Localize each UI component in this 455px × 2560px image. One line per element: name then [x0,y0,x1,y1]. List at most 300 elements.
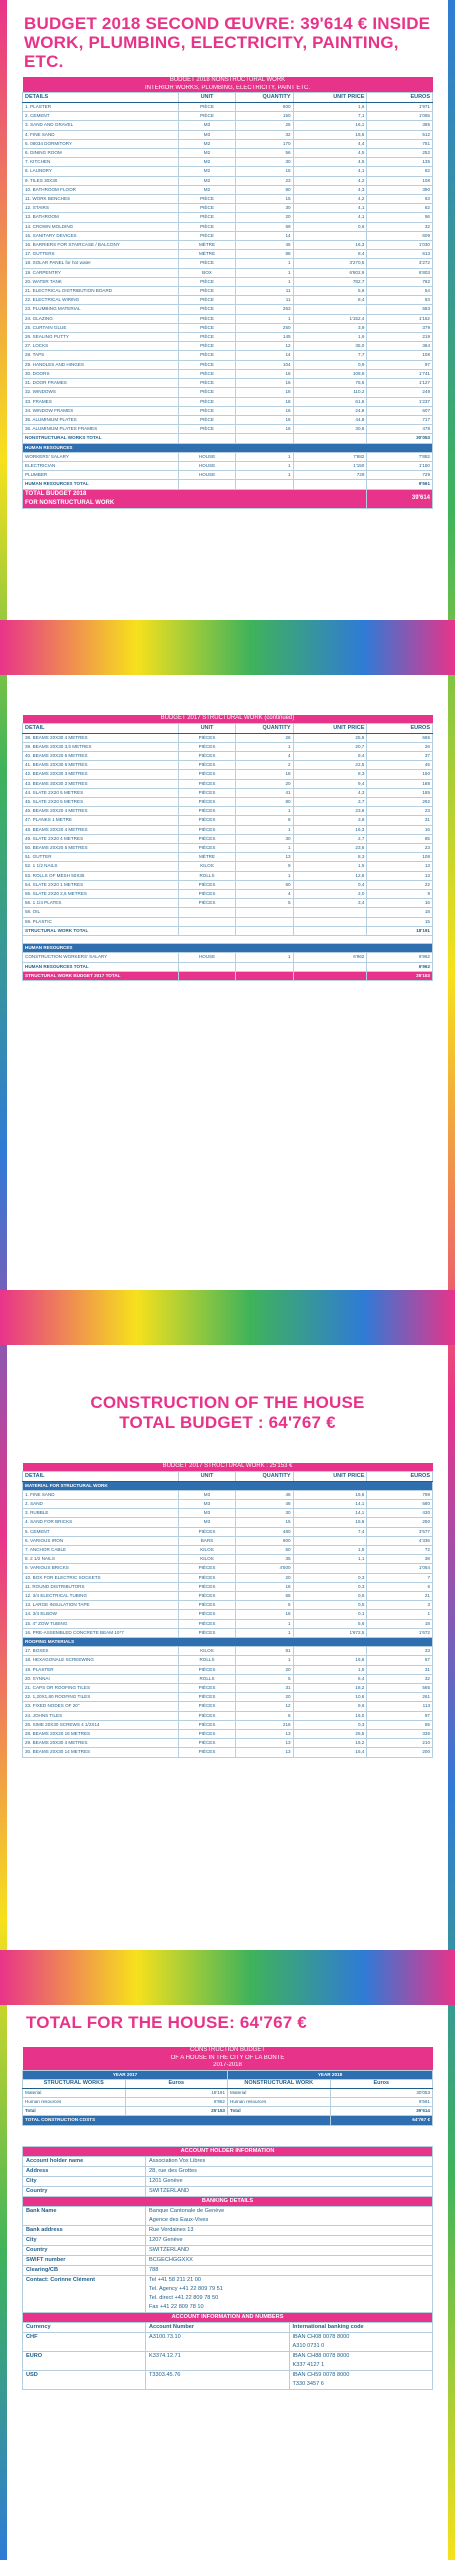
table-cell: 3'270,5 [293,259,367,268]
table-cell: 5 [236,899,293,908]
table-cell: 16,6 [293,1656,367,1665]
table-cell: 6. DINING ROOM [23,149,179,158]
table-cell: 51. GUTTER [23,853,179,862]
table-cell: PIÈCE [178,379,235,388]
column-header: EUROS [367,93,433,103]
table-cell: 17. GUTTERS [23,250,179,259]
table-cell: ELECTRICIAN [23,461,179,470]
table-cell: 565 [367,1683,433,1692]
table-cell: PIÈCE [178,333,235,342]
text-line: USD [26,2371,38,2378]
column-header: Currency [23,2322,146,2332]
text-line: SWITZERLAND [149,2246,190,2253]
table-cell: KILOS [178,1555,235,1564]
table-cell: 210 [367,1739,433,1748]
table-cell: 261 [367,1693,433,1702]
table-cell: 384 [367,342,433,351]
table-cell: 14 [236,351,293,360]
table-cell: PIÈCES [178,742,235,751]
table-cell: 8. LAUNDRY [23,167,179,176]
table-cell: 0,5 [293,1601,367,1610]
table-cell: 1'237 [367,397,433,406]
table-cell: PLUMBER [23,471,179,480]
table-cell: M3 [178,1499,235,1508]
table-header-row [23,1471,433,1481]
table-cell: PIÈCE [178,360,235,369]
table-cell [178,908,235,917]
table-cell: 49. SLATE 2X20 4 METRES [23,834,179,843]
table-row [23,360,433,369]
table-cell: 751 [367,139,433,148]
table-cell: 108,8 [293,369,367,378]
table-cell: 1 [236,843,293,852]
table-cell: 16,6 [293,130,367,139]
table-cell: PIÈCE [178,213,235,222]
table-cell: 7,4 [293,1527,367,1536]
table-cell: PIÈCE [178,425,235,434]
table-cell: 97 [367,360,433,369]
table-cell: 729 [293,471,367,480]
table-row [23,388,433,397]
table-cell: 26. SEALING PUTTY [23,333,179,342]
table-row [23,853,433,862]
table-cell: 1'741 [367,369,433,378]
table-cell: M3 [178,1490,235,1499]
table-row [23,130,433,139]
table-cell: 30'053 [330,2088,433,2097]
field-label: Account holder name [23,2156,146,2166]
table-cell: 20 [236,1693,293,1702]
table-cell: 1,6 [293,333,367,342]
field-label: Address [23,2166,146,2176]
grand-total-row [23,971,433,980]
table-cell: 9,6 [293,1702,367,1711]
table-cell: 32 [367,222,433,231]
table-row [23,425,433,434]
table-cell: 7'882 [367,452,433,461]
table-cell: 2,7 [293,834,367,843]
page-structural-budget [12,1345,443,1950]
text-line: BCGECHGGXXX [149,2256,193,2263]
table-row [23,953,433,962]
table-cell: 15 [236,195,293,204]
text-line: Banque Cantonale de Genève [149,2207,225,2214]
table-cell: 135 [367,158,433,167]
table-cell: 18'191 [125,2088,228,2097]
text-line: K337 4127 1 [292,2361,325,2368]
table-cell: HUMAN RESOURCES TOTAL [23,480,179,489]
table-cell: 16,0 [293,1711,367,1720]
account-number-row [23,2370,433,2389]
text-line: IBAN CH08 0078 8000 [292,2333,350,2340]
field-value: 1201 Genève [146,2176,433,2186]
table-cell: 252 [367,149,433,158]
column-header: QUANTITY [236,1471,293,1481]
table-cell: 3,8 [293,816,367,825]
table-cell: 12 [236,1702,293,1711]
banking-details-table [22,2146,433,2390]
table-row [23,1536,433,1545]
table-cell: 20 [236,213,293,222]
table-cell [293,908,367,917]
section-label: HUMAN RESOURCES [23,443,433,452]
table-row [23,268,433,277]
table-cell: 24. JOHNS TILES [23,1711,179,1720]
table-cell: MÈTRE [178,250,235,259]
text-line: 788 [149,2266,159,2273]
section-header-row [23,443,433,452]
table-cell: 54. SLATE 2X20 1 METRES [23,880,179,889]
table-row [23,1665,433,1674]
table-cell: 20. SYNNAI [23,1674,179,1683]
text-line: Tel. direct +41 22 809 78 50 [149,2294,219,2301]
table-cell: PIÈCES [178,1739,235,1748]
table-cell: 26 [236,733,293,742]
table-cell: 36. ALUMINIUM PLATES FRAMES [23,425,179,434]
table-cell: 0,6 [293,1591,367,1600]
table-cell: 18 [236,397,293,406]
page-separator [0,1950,455,2005]
text-line: T330 3457 6 [292,2380,324,2387]
table-row [23,908,433,917]
table-row [23,1509,433,1518]
table-cell: 18'191 [367,926,433,935]
table-cell: 30. BEAMS 20X30 14 METRES [23,1748,179,1757]
table-cell: 5,8 [293,287,367,296]
table-row [23,788,433,797]
table-cell: 1 [236,1628,293,1637]
table-row [23,1601,433,1610]
text-line: IBAN CH88 0078 8000 [292,2352,350,2359]
column-header: QUANTITY [236,93,293,103]
table-cell: 145 [236,333,293,342]
table-cell: 31 [367,1665,433,1674]
table-cell: 55 [367,1720,433,1729]
table-cell: 263 [236,305,293,314]
table-cell: PIÈCES [178,825,235,834]
table-cell: 67 [367,1656,433,1665]
account-holder-header [23,2146,433,2156]
field-value [146,2235,433,2245]
table-cell: PIÈCE [178,406,235,415]
table-cell: 35,0 [293,342,367,351]
table-cell: 6'962 [367,962,433,971]
table-row [23,917,433,926]
table-cell: 31 [236,1683,293,1692]
table-cell: 17. BOXES [23,1647,179,1656]
field-label: SWIFT number [23,2255,146,2265]
table-cell: HOUSE [178,452,235,461]
bank-row [23,2265,433,2275]
table-cell: 25'153 [125,2107,228,2116]
table-row [23,1573,433,1582]
table-row [23,333,433,342]
table-cell [293,480,367,489]
table-cell: 683 [367,305,433,314]
table-cell: 2,0 [293,889,367,898]
table-cell: 29. HANDLES AND HINGES [23,360,179,369]
table-cell: 26. SIME 20X30 SCREWS 4 1/2X14 [23,1720,179,1729]
table-row [23,1729,433,1738]
table-row [23,733,433,742]
section-label: MATERIAL FOR STRUCTURAL WORK [23,1481,433,1490]
table-row [23,406,433,415]
table-cell: 385 [367,121,433,130]
table-cell: 13 [367,862,433,871]
table-cell: 1 [236,471,293,480]
table-cell: 80 [236,797,293,806]
table-cell: PIÈCES [178,816,235,825]
column-header: UNIT [178,93,235,103]
table-cell: ROLLS [178,1656,235,1665]
table-cell: 16 [236,415,293,424]
column-header: Account Number [146,2322,290,2332]
table-cell [236,962,293,971]
table-cell: 18,2 [293,1683,367,1692]
table-cell: 20 [236,1573,293,1582]
column-header: EUROS [367,723,433,733]
table-cell [293,962,367,971]
spacer-row [23,935,433,943]
table-cell [178,434,235,443]
table-cell: 3. RUBBLE [23,1509,179,1518]
account-numbers-header-row [23,2322,433,2332]
summary-title: CONSTRUCTION BUDGET [23,2047,433,2055]
table-cell: M2 [178,158,235,167]
table-cell: 32 [236,130,293,139]
table-cell: 33. FRAMES [23,397,179,406]
table-cell: 1'672,5 [293,1628,367,1637]
table-cell: 9,4 [293,751,367,760]
table-row [23,259,433,268]
summary-title-row [23,2055,433,2063]
table-cell: 8,3 [293,853,367,862]
table-row [23,816,433,825]
table-title-row [23,715,433,723]
table-row [23,195,433,204]
table-cell: 39. BEAMS 20X30 3,5 METRES [23,742,179,751]
table-cell: 1. PLASTER [23,103,179,112]
table-cell [178,971,235,980]
page-total-and-banking [12,2005,443,2560]
bank-row [23,2245,433,2255]
subtotal-row [23,434,433,443]
field-label: City [23,2235,146,2245]
table-cell: 83 [367,296,433,305]
table-cell: 1'672 [367,1628,433,1637]
total-construction-value: 64'767 € [330,2116,433,2125]
table-cell: PIÈCE [178,314,235,323]
table-cell: 7. ANCHOR CABLE [23,1545,179,1554]
table-cell: PIÈCES [178,733,235,742]
table-cell: 4 [236,889,293,898]
table-cell [146,2351,290,2370]
table-row [23,222,433,231]
nonstructural-budget-table [22,77,433,509]
table-cell [178,962,235,971]
table-cell [293,1564,367,1573]
summary-row [23,2097,433,2106]
banking-details-header [23,2196,433,2206]
table-cell: 6'962 [125,2097,228,2106]
column-header: UNIT [178,723,235,733]
table-cell: 56 [367,213,433,222]
table-cell: M3 [178,130,235,139]
table-cell [236,908,293,917]
grand-total-row [23,489,433,508]
table-cell: 1'030 [367,241,433,250]
table-cell: 1 [236,268,293,277]
table-cell: 28. BEAMS 20X20 16 METRES [23,1729,179,1738]
table-cell: 9'561 [367,480,433,489]
table-row [23,185,433,194]
page-title: TOTAL FOR THE HOUSE: 64'767 € [26,2013,307,2032]
field-value [146,2275,433,2312]
table-row [23,241,433,250]
account-row [23,2176,433,2186]
table-cell: 250 [236,323,293,332]
field-label: Contact: Corinne Clément [23,2275,146,2312]
table-cell: 150 [367,770,433,779]
table-row [23,1748,433,1757]
table-cell: M2 [178,167,235,176]
table-row [23,415,433,424]
table-cell: 16 [367,899,433,908]
table-cell: 81 [236,1647,293,1656]
field-value: Association Vox Libres [146,2156,433,2166]
table-row [23,1647,433,1656]
table-cell: 13 [236,1739,293,1748]
table-cell: PIÈCES [178,1720,235,1729]
table-cell: 5 [236,1674,293,1683]
table-cell: M2 [178,139,235,148]
table-cell: 48. BEAMS 20X20 4 METRES [23,825,179,834]
table-cell: 7. KITCHEN [23,158,179,167]
table-cell: 37 [367,751,433,760]
table-cell: 1 [236,807,293,816]
table-cell: 1. FINE SAND [23,1490,179,1499]
table-cell: 32. WINDOWS [23,388,179,397]
text-line: 1207 Genève [149,2236,183,2243]
table-cell: PIÈCES [178,788,235,797]
bank-row [23,2225,433,2235]
table-cell: PIÈCES [178,899,235,908]
table-cell: 20 [236,1665,293,1674]
table-cell: PIÈCE [178,204,235,213]
table-cell: 2 [236,761,293,770]
table-cell: 11 [236,287,293,296]
table-cell: 4,3 [293,788,367,797]
table-row [23,342,433,351]
table-cell: 16,6 [293,1490,367,1499]
table-cell: 6 [236,1711,293,1720]
table-cell: 33 [367,1647,433,1656]
table-cell: 7 [367,1573,433,1582]
table-cell [293,926,367,935]
table-row [23,452,433,461]
table-cell: 40. BEAMS 20X20 6 METRES [23,751,179,760]
table-cell: 30 [236,158,293,167]
table-cell: 1,5 [293,1665,367,1674]
table-cell: 1'152 [367,314,433,323]
table-cell [23,2370,146,2389]
table-title-row [23,77,433,85]
table-cell: 12 [236,342,293,351]
table-row [23,770,433,779]
column-header: UNIT [178,1471,235,1481]
total-construction-row [23,2116,433,2125]
summary-header-row [23,2079,433,2088]
account-number-row [23,2332,433,2351]
table-row [23,761,433,770]
field-value [146,2265,433,2275]
table-cell: Material [228,2088,331,2097]
table-row [23,287,433,296]
table-cell: 5,6 [293,1619,367,1628]
table-cell: 900 [236,1536,293,1545]
column-header: EUROS [367,1471,433,1481]
table-cell: 0,9 [293,360,367,369]
table-cell: 18. SOLAR PANEL for hot water [23,259,179,268]
table-cell: 13 [367,871,433,880]
table-cell: 25,5 [293,733,367,742]
table-cell: 10,6 [293,1693,367,1702]
table-cell: 0,6 [293,222,367,231]
table-cell: 4 [236,751,293,760]
table-cell: M3 [178,121,235,130]
table-cell [236,480,293,489]
table-cell: PIÈCE [178,222,235,231]
table-cell: 13 [236,853,293,862]
table-cell: 50 [236,1545,293,1554]
table-cell: 63 [367,195,433,204]
table-cell: Total [23,2107,126,2116]
field-value: SWITZERLAND [146,2186,433,2196]
table-cell: PIÈCE [178,112,235,121]
table-cell: 4,1 [293,167,367,176]
table-cell: 30'053 [367,434,433,443]
table-cell: 0,3 [293,1582,367,1591]
text-line: Tel +41 58 211 21 00 [149,2276,201,2283]
table-cell: 25'153 [367,971,433,980]
table-cell: PIÈCES [178,1527,235,1536]
table-cell: 18 [236,770,293,779]
table-cell: 32 [367,1674,433,1683]
table-cell: STRUCTURAL WORK BUDGET 2017 TOTAL [23,971,179,980]
table-cell [293,434,367,443]
banking-details-header-label: BANKING DETAILS [23,2196,433,2206]
table-cell: 4,1 [293,204,367,213]
table-row [23,779,433,788]
table-row [23,121,433,130]
table-cell: 16 [236,425,293,434]
table-cell: 16. BARRIERS FOR STAIRCASE / BALCONY [23,241,179,250]
table-cell: 13 [236,1729,293,1738]
table-cell: 45 [367,761,433,770]
table-cell: 8,3 [293,770,367,779]
grand-total-label-line: FOR NONSTRUCTURAL WORK [25,499,115,506]
table-cell: 480 [236,1527,293,1536]
text-line: K3374.12.71 [149,2352,181,2359]
table-cell: PIÈCES [178,1564,235,1573]
table-cell: 11. WORK BENCHES [23,195,179,204]
hr-total-row [23,962,433,971]
text-line: Tel. Agency +41 22 809 79 51 [149,2285,223,2292]
table-cell [293,231,367,240]
table-cell: 3 [367,1601,433,1610]
table-cell: 108 [367,351,433,360]
table-cell: KILOS [178,1647,235,1656]
